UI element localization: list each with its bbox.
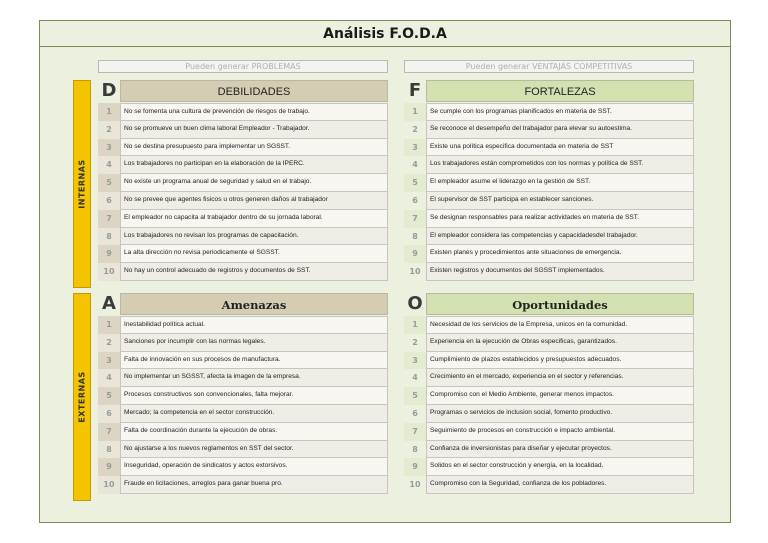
quadrant-fortalezas bbox=[404, 80, 694, 281]
list-item bbox=[98, 352, 388, 370]
item-text: Se cumple con los programas planificados en materia de SST. bbox=[426, 103, 694, 121]
list-item bbox=[404, 263, 694, 281]
item-text: El empleador no capacita al trabajador dentro de su jornada laboral. bbox=[120, 210, 388, 228]
item-number: 1 bbox=[98, 316, 120, 334]
quadrant-letter: D bbox=[101, 80, 117, 101]
list-item bbox=[98, 405, 388, 423]
list-item bbox=[98, 369, 388, 387]
item-text: Cumplimiento de plazos establecidos y presupuestos adecuados. bbox=[426, 352, 694, 370]
foda-sheet bbox=[39, 20, 731, 523]
list-item bbox=[404, 228, 694, 246]
item-number: 9 bbox=[404, 245, 426, 263]
item-number: 5 bbox=[98, 387, 120, 405]
item-number: 8 bbox=[404, 441, 426, 459]
item-text: Seguimiento de procesos en construcción e impacto ambiental. bbox=[426, 423, 694, 441]
item-number: 10 bbox=[404, 263, 426, 281]
item-number: 5 bbox=[404, 174, 426, 192]
quadrant-oportunidades bbox=[404, 293, 694, 494]
item-text: Experiencia en la ejecución de Obras especificas, garantizados. bbox=[426, 334, 694, 352]
quadrant-letter: O bbox=[407, 293, 423, 314]
quadrant-title: Amenazas bbox=[120, 293, 388, 315]
item-number: 4 bbox=[98, 369, 120, 387]
quadrant-title: DEBILIDADES bbox=[120, 80, 388, 102]
item-number: 1 bbox=[404, 103, 426, 121]
quadrant-letter: A bbox=[102, 293, 116, 314]
item-number: 3 bbox=[98, 352, 120, 370]
item-text: Los trabajadores no participan en la elaboración de la IPERC. bbox=[120, 156, 388, 174]
item-text: No implementar un SGSST, afecta la imagen de la empresa. bbox=[120, 369, 388, 387]
item-number: 2 bbox=[404, 121, 426, 139]
item-text: El empleador asume el liderazgo en la gestión de SST. bbox=[426, 174, 694, 192]
list-item bbox=[98, 387, 388, 405]
item-text: No se fomenta una cultura de prevención de riesgos de trabajo. bbox=[120, 103, 388, 121]
sidebar-externas bbox=[73, 293, 91, 501]
item-text: La alta dirección no revisa periodicamente el SGSST. bbox=[120, 245, 388, 263]
item-text: No existe un programa anual de seguridad y salud en el trabajo. bbox=[120, 174, 388, 192]
list-item bbox=[404, 174, 694, 192]
list-item bbox=[98, 245, 388, 263]
subtitle-problemas: Pueden generar PROBLEMAS bbox=[98, 60, 388, 73]
item-text: Compromiso con la Seguridad, confianza de los pobladores. bbox=[426, 476, 694, 494]
list-item bbox=[98, 316, 388, 334]
item-number: 7 bbox=[98, 423, 120, 441]
list-item bbox=[404, 476, 694, 494]
item-text: Falta de innovación en sus procesos de manufactura. bbox=[120, 352, 388, 370]
item-number: 8 bbox=[404, 228, 426, 246]
item-text: Los trabajadores están comprometidos con los normas y política de SST. bbox=[426, 156, 694, 174]
sidebar-internas-label: INTERNAS bbox=[77, 159, 87, 209]
item-text: El empleador considera las competencias y capacidadesdel trabajador. bbox=[426, 228, 694, 246]
list-item bbox=[98, 458, 388, 476]
list-item bbox=[98, 192, 388, 210]
item-text: Programas o servicios de inclusion social, fomento productivo. bbox=[426, 405, 694, 423]
item-text: Los trabajadores no revisan los programas de capacitación. bbox=[120, 228, 388, 246]
item-number: 6 bbox=[404, 405, 426, 423]
list-item bbox=[404, 139, 694, 157]
item-text: No se promueve un buen clima laboral Empleador - Trabajador. bbox=[120, 121, 388, 139]
item-number: 1 bbox=[404, 316, 426, 334]
item-number: 6 bbox=[98, 192, 120, 210]
list-item bbox=[404, 210, 694, 228]
page-title: Análisis F.O.D.A bbox=[40, 21, 730, 47]
item-text: Se reconoce el desempeño del trabajador para elevar su autoestima. bbox=[426, 121, 694, 139]
list-item bbox=[98, 334, 388, 352]
item-number: 5 bbox=[404, 387, 426, 405]
item-text: No se prevee que agentes fisicos u otros generen daños al trabajador bbox=[120, 192, 388, 210]
item-number: 9 bbox=[98, 458, 120, 476]
item-number: 2 bbox=[98, 121, 120, 139]
list-item bbox=[98, 210, 388, 228]
list-item bbox=[404, 441, 694, 459]
list-item bbox=[98, 423, 388, 441]
item-number: 3 bbox=[98, 139, 120, 157]
list-item bbox=[404, 352, 694, 370]
item-number: 4 bbox=[404, 369, 426, 387]
list-item bbox=[404, 387, 694, 405]
subtitle-ventajas: Pueden generar VENTAJAS COMPETITIVAS bbox=[404, 60, 694, 73]
item-number: 2 bbox=[98, 334, 120, 352]
list-item bbox=[98, 121, 388, 139]
list-item bbox=[98, 476, 388, 494]
item-text: Solidos en el sector construcción y energía, en la localidad. bbox=[426, 458, 694, 476]
list-item bbox=[404, 121, 694, 139]
quadrant-title: Oportunidades bbox=[426, 293, 694, 315]
item-number: 8 bbox=[98, 441, 120, 459]
item-text: Procesos constructivos son convencionales, falta mejorar. bbox=[120, 387, 388, 405]
item-number: 4 bbox=[98, 156, 120, 174]
list-item bbox=[98, 263, 388, 281]
quadrant-letter: F bbox=[408, 80, 422, 101]
list-item bbox=[404, 334, 694, 352]
quadrant-amenazas bbox=[98, 293, 388, 494]
list-item bbox=[404, 458, 694, 476]
item-text: Sanciones por incumplir con las normas legales. bbox=[120, 334, 388, 352]
item-text: Existen registros y documentos del SGSST implementados. bbox=[426, 263, 694, 281]
list-item bbox=[98, 156, 388, 174]
item-text: Compromiso con el Medio Ambiente, generar menos impactos. bbox=[426, 387, 694, 405]
item-number: 7 bbox=[98, 210, 120, 228]
sidebar-internas bbox=[73, 80, 91, 288]
item-number: 6 bbox=[98, 405, 120, 423]
list-item bbox=[404, 423, 694, 441]
list-item bbox=[404, 103, 694, 121]
item-text: El supervisor de SST participa en establecer sanciones. bbox=[426, 192, 694, 210]
item-number: 3 bbox=[404, 139, 426, 157]
item-text: Mercado; la competencia en el sector construcción. bbox=[120, 405, 388, 423]
sidebar-externas-label: EXTERNAS bbox=[77, 371, 87, 423]
item-text: Existen planes y procedimientos ante situaciones de emergencia. bbox=[426, 245, 694, 263]
quadrant-title: FORTALEZAS bbox=[426, 80, 694, 102]
item-number: 9 bbox=[404, 458, 426, 476]
item-text: Crecimiento en el mercado, experiencia en el sector y referencias. bbox=[426, 369, 694, 387]
item-text: Existe una política especifica documentada en materia de SST bbox=[426, 139, 694, 157]
list-item bbox=[404, 316, 694, 334]
item-text: Inestabilidad política actual. bbox=[120, 316, 388, 334]
item-number: 10 bbox=[404, 476, 426, 494]
list-item bbox=[404, 192, 694, 210]
quadrant-debilidades bbox=[98, 80, 388, 281]
list-item bbox=[98, 103, 388, 121]
item-number: 7 bbox=[404, 210, 426, 228]
item-text: Fraude en licitaciones, arreglos para ganar buena pro. bbox=[120, 476, 388, 494]
list-item bbox=[98, 174, 388, 192]
list-item bbox=[98, 139, 388, 157]
item-number: 1 bbox=[98, 103, 120, 121]
item-number: 10 bbox=[98, 476, 120, 494]
item-number: 2 bbox=[404, 334, 426, 352]
item-number: 6 bbox=[404, 192, 426, 210]
item-number: 5 bbox=[98, 174, 120, 192]
item-text: Inseguridad, operación de sindicatos y actos extorsivos. bbox=[120, 458, 388, 476]
item-text: Confianza de inversionistas para diseñar y ejecutar proyectos. bbox=[426, 441, 694, 459]
list-item bbox=[404, 245, 694, 263]
item-text: Necesidad de los servicios de la Empresa, unicos en la comunidad. bbox=[426, 316, 694, 334]
item-number: 9 bbox=[98, 245, 120, 263]
item-number: 3 bbox=[404, 352, 426, 370]
item-text: No se destina presupuesto para implementar un SGSST. bbox=[120, 139, 388, 157]
item-number: 10 bbox=[98, 263, 120, 281]
list-item bbox=[404, 405, 694, 423]
list-item bbox=[98, 441, 388, 459]
item-text: No ajustarse a los nuevos reglamentos en SST del sector. bbox=[120, 441, 388, 459]
list-item bbox=[404, 156, 694, 174]
item-number: 7 bbox=[404, 423, 426, 441]
item-number: 4 bbox=[404, 156, 426, 174]
list-item bbox=[404, 369, 694, 387]
item-text: Se designan responsables para realizar actividades en materia de SST. bbox=[426, 210, 694, 228]
item-number: 8 bbox=[98, 228, 120, 246]
item-text: No hay un control adecuado de registros y documentos de SST. bbox=[120, 263, 388, 281]
list-item bbox=[98, 228, 388, 246]
item-text: Falta de coordinación durante la ejecución de obras. bbox=[120, 423, 388, 441]
